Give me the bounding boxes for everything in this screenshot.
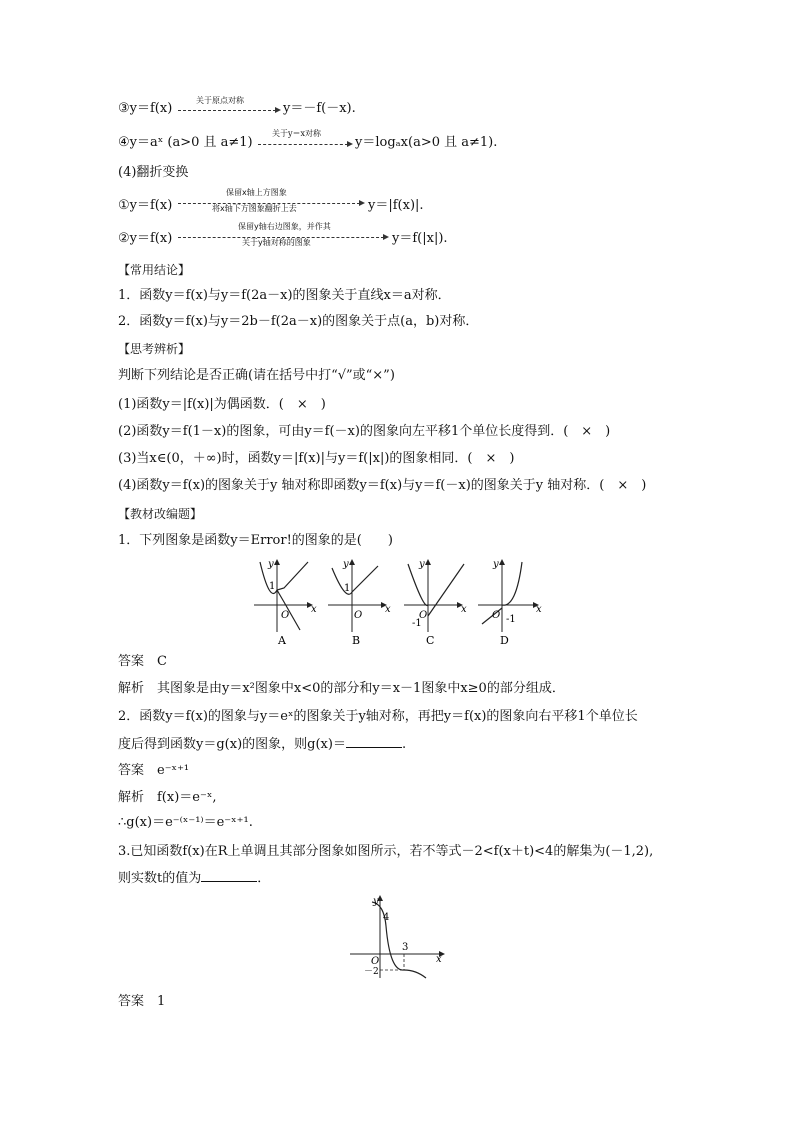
graph-a-origin: O xyxy=(281,610,290,621)
flip-2-left: ②y＝f(x) xyxy=(118,231,173,246)
flip-heading: (4)翻折变换 xyxy=(118,165,189,180)
common-heading: 【常用结论】 xyxy=(118,263,191,277)
solution-2-b: ∴g(x)＝e⁻⁽ˣ⁻¹⁾＝e⁻ˣ⁺¹. xyxy=(118,815,253,830)
problem-3-line-1: 3.已知函数f(x)在R上单调且其部分图象如图所示，若不等式－2<f(x＋t)<4的解集为(－1,2), xyxy=(118,844,654,859)
answer-1: 答案 C xyxy=(118,654,167,669)
problem-3-end: ． xyxy=(257,871,271,886)
flip-1-right: y＝|f(x)|. xyxy=(368,198,424,213)
graph-b-x: x xyxy=(385,604,391,615)
fig-origin: O xyxy=(371,956,380,967)
graph-a-label: A xyxy=(278,634,286,646)
arrow-line xyxy=(258,144,348,145)
graph-c-origin: O xyxy=(419,610,428,621)
graph-b-one: 1 xyxy=(344,583,351,594)
transform-3-right: y＝－f(－x). xyxy=(283,101,356,116)
flip-2-label-a: 保留y轴右边图象，并作其 xyxy=(238,222,331,231)
flip-2-label-b: 关于y轴对称的图象 xyxy=(242,238,311,247)
problem-2-text: 度后得到函数y＝g(x)的图象，则g(x)＝ xyxy=(118,737,346,752)
problem-3-line-2 xyxy=(118,869,270,888)
transform-4-left: ④y＝aˣ (a>0 且 a≠1) xyxy=(118,135,253,150)
graph-c xyxy=(404,559,467,646)
graph-d-x: x xyxy=(536,604,542,615)
arrow-head-icon xyxy=(275,107,281,113)
thinking-intro: 判断下列结论是否正确(请在括号中打“√”或“×”) xyxy=(118,368,395,383)
problem-2-line-2 xyxy=(118,735,406,754)
arrow-line xyxy=(178,110,276,111)
fig-four: 4 xyxy=(383,912,390,923)
graph-c-label: C xyxy=(426,634,435,646)
thinking-q1: (1)函数y＝|f(x)|为偶函数．( × ) xyxy=(118,397,326,412)
answer-3: 答案 1 xyxy=(118,994,166,1009)
graph-d-y: y xyxy=(493,559,499,570)
problem-3-text: 则实数t的值为 xyxy=(118,871,202,886)
solution-2-a: 解析 f(x)＝e⁻ˣ, xyxy=(118,790,217,805)
arrow-head-icon xyxy=(359,200,365,206)
graph-a-one: 1 xyxy=(269,581,276,592)
transform-3-label: 关于原点对称 xyxy=(196,96,244,105)
graph-d xyxy=(478,559,542,646)
solution-1: 解析 其图象是由y＝x²图象中x<0的部分和y＝x－1图象中x≥0的部分组成． xyxy=(118,681,565,696)
problem-3-figure xyxy=(344,892,448,982)
common-conclusion-1: 1．函数y＝f(x)与y＝f(2a－x)的图象关于直线x＝a对称． xyxy=(118,288,451,303)
flip-1-label-b: 将x轴下方图象翻折上去 xyxy=(212,204,297,213)
answer-blank xyxy=(346,735,402,748)
graph-a-y: y xyxy=(268,559,274,570)
arrow-head-icon xyxy=(383,234,389,240)
thinking-heading: 【思考辨析】 xyxy=(118,342,191,356)
answer-blank xyxy=(201,869,257,882)
graph-d-origin: O xyxy=(492,610,501,621)
arrow-line xyxy=(178,237,384,238)
graph-d-minus-one: -1 xyxy=(506,614,516,625)
flip-1-label-a: 保留x轴上方图象 xyxy=(226,188,287,197)
transform-4-right: y＝logₐx(a>0 且 a≠1). xyxy=(355,135,498,150)
common-conclusion-2: 2．函数y＝f(x)与y＝2b－f(2a－x)的图象关于点(a，b)对称． xyxy=(118,314,479,329)
graph-a-x: x xyxy=(311,604,317,615)
textbook-heading: 【教材改编题】 xyxy=(118,507,203,521)
thinking-q3: (3)当x∈(0，＋∞)时，函数y＝|f(x)|与y＝f(|x|)的图象相同．( × ) xyxy=(118,451,515,466)
fig-x: x xyxy=(436,954,442,965)
option-graphs xyxy=(250,558,550,646)
arrow-line xyxy=(178,203,360,204)
problem-1: 1．下列图象是函数y＝Error!的图象的是( ) xyxy=(118,533,393,548)
problem-2-end: . xyxy=(401,737,407,752)
graph-b-label: B xyxy=(352,634,361,646)
graph-b xyxy=(328,559,391,646)
answer-2: 答案 e⁻ˣ⁺¹ xyxy=(118,763,190,778)
graph-b-origin: O xyxy=(354,610,363,621)
problem-2-line-1: 2．函数y＝f(x)的图象与y＝eˣ的图象关于y轴对称，再把y＝f(x)的图象向右平移1个单位长 xyxy=(118,709,638,724)
graph-c-minus-one: -1 xyxy=(412,618,422,629)
arrow-head-icon xyxy=(347,141,353,147)
thinking-q2: (2)函数y＝f(1－x)的图象，可由y＝f(－x)的图象向左平移1个单位长度得到．( × ) xyxy=(118,424,611,439)
graph-b-y: y xyxy=(343,559,349,570)
graph-d-label: D xyxy=(500,634,509,646)
fig-y: y xyxy=(373,896,379,907)
graph-c-x: x xyxy=(461,604,467,615)
transform-4-label: 关于y＝x对称 xyxy=(272,129,322,138)
transform-3-left: ③y＝f(x) xyxy=(118,101,173,116)
graph-c-y: y xyxy=(419,559,425,570)
thinking-q4: (4)函数y＝f(x)的图象关于y 轴对称即函数y＝f(x)与y＝f(－x)的图象关于y 轴对称．( × ) xyxy=(118,478,647,493)
fig-minus-two: －2 xyxy=(364,967,379,977)
flip-1-left: ①y＝f(x) xyxy=(118,198,173,213)
graph-a xyxy=(254,559,317,646)
fig-three: 3 xyxy=(402,942,409,953)
flip-2-right: y＝f(|x|). xyxy=(392,231,448,246)
